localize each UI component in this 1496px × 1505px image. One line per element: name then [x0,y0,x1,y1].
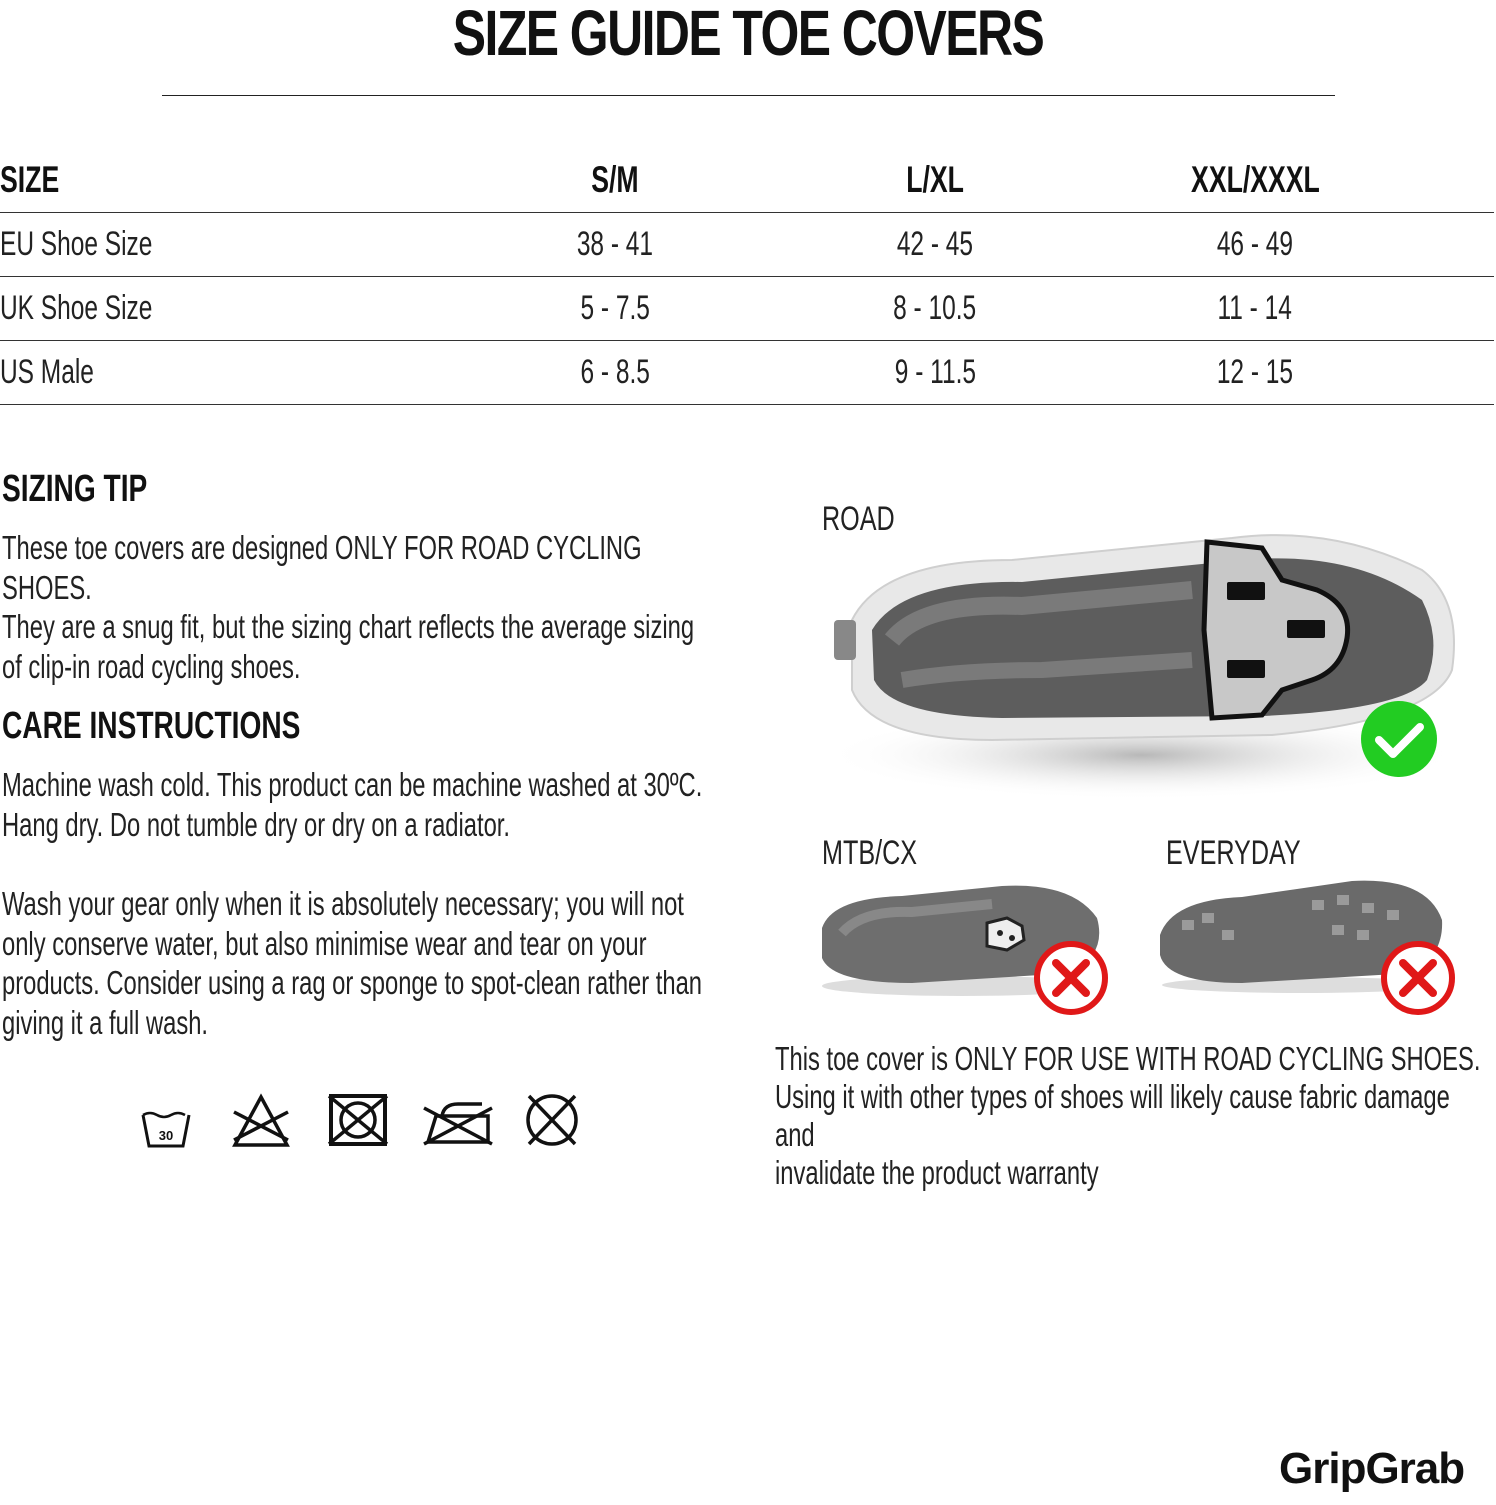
page-title: SIZE GUIDE TOE COVERS [452,0,1044,69]
brand-logo: GripGrab [1279,1444,1465,1493]
text-line: of clip-in road cycling shoes. [2,647,301,685]
text-line: only conserve water, but also minimise wear and tear on your [2,924,647,962]
everyday-cross-icon [1377,937,1459,1019]
table-cell: 42 - 45 [775,213,1095,277]
care-icons [130,1088,600,1158]
table-row [0,213,1494,277]
header-sm: S/M [455,148,775,213]
table-cell-spacer [1415,277,1494,341]
table-row [0,341,1494,405]
header-spacer [1415,148,1494,213]
header-xxl: XXL/XXXL [1095,148,1415,213]
no-dry-clean-icon [523,1090,581,1150]
text-line: Wash your gear only when it is absolutely necessary; you will not [2,885,684,922]
table-cell-spacer [1415,341,1494,405]
wash-30-icon [140,1110,192,1150]
table-cell: 12 - 15 [1095,341,1415,405]
title-divider [162,95,1335,96]
text-line: Using it with other types of shoes will likely cause fabric damage and [775,1078,1450,1153]
table-cell: 38 - 41 [455,213,775,277]
text-line: They are a snug fit, but the sizing chart reflects the average sizing [2,608,695,645]
row-label: EU Shoe Size [0,213,455,277]
text-line: Hang dry. Do not tumble dry or dry on a radiator. [2,805,511,843]
mtb-cross-icon [1030,937,1112,1019]
sizing-tip-text [2,528,715,686]
table-cell: 6 - 8.5 [455,341,775,405]
row-label: US Male [0,341,455,405]
table-cell: 9 - 11.5 [775,341,1095,405]
care-text-1 [2,765,715,844]
care-text-2 [2,884,715,1042]
no-iron-icon [422,1094,494,1148]
header-size: SIZE [0,148,455,213]
no-tumble-dry-icon [327,1092,389,1148]
mtb-label: MTB/CX [822,834,918,872]
table-cell: 5 - 7.5 [455,277,775,341]
road-label: ROAD [822,500,895,538]
text-line: products. Consider using a rag or sponge to spot-clean rather than [2,964,703,1001]
road-check-icon [1358,698,1440,780]
size-table [0,148,1494,405]
row-label: UK Shoe Size [0,277,455,341]
text-line: giving it a full wash. [2,1003,209,1041]
table-cell: 46 - 49 [1095,213,1415,277]
text-line: This toe cover is ONLY FOR USE WITH ROAD CYCLING SHOES. [775,1040,1481,1077]
table-cell-spacer [1415,213,1494,277]
care-heading: CARE INSTRUCTIONS [2,705,301,747]
table-header-row [0,148,1494,213]
table-cell: 11 - 14 [1095,277,1415,341]
no-bleach-icon [230,1092,292,1150]
table-cell: 8 - 10.5 [775,277,1095,341]
text-line: invalidate the product warranty [775,1154,1099,1191]
text-line: These toe covers are designed ONLY FOR ROAD CYCLING SHOES. [2,529,642,606]
shoe-note [775,1040,1495,1192]
table-row [0,277,1494,341]
text-line: Machine wash cold. This product can be machine washed at 30ºC. [2,766,703,803]
wash-temp-text: 30 [158,1128,174,1143]
sizing-tip-heading: SIZING TIP [2,468,148,510]
header-lxl: L/XL [775,148,1095,213]
everyday-label: EVERYDAY [1166,834,1301,872]
